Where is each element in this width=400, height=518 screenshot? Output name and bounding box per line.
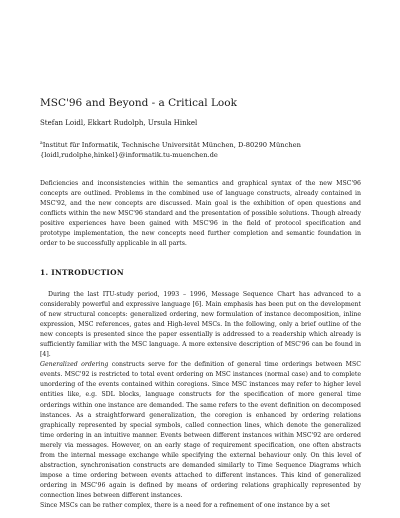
section-body [40,290,361,511]
paper-title: MSC'96 and Beyond - a Critical Look [40,97,237,109]
abstract: Deficiencies and inconsistencies within the semantics and graphical syntax of the new MSC'96 concepts are outlined. Problems in the combined use of language constructs, already contained in MSC'92, and the new concepts are discussed. Main goal is the exhibition of open questions and conflicts within the new MSC'96 standard and the presentation of possible solutions. Though already positive experiences have been gained with MSC'96 in the field of protocol specification and prototype implementation, the new concepts need further completion and semantic foundation in order to be successfully applicable in all parts. [40,180,361,247]
paragraph-lead: Generalized ordering [40,361,109,369]
affiliation [40,139,301,160]
affiliation-institute: $^a$Institut für Informatik, Technische Universität München, D-80290 München [40,141,301,150]
paragraph: During the last ITU-study period, 1993 – 1996, Message Sequence Chart has advanced to a considerably powerful and expressive language [6]. Main emphasis has been put on the development of new structural concepts: generalized ordering, new formulation of instance decomposition, inline expression, MSC references, gates and High-level MSCs. In the following, only a brief outline of the new concepts is presented since the paper essentially is addressed to a readership which already is sufficiently familiar with the MSC language. A more extensive description of MSC'96 can be found in [4]. [40,291,361,359]
author-list: Stefan Loidl, Ekkart Rudolph, Ursula Hinkel [40,119,198,127]
section-heading: 1. INTRODUCTION [40,268,124,277]
affiliation-marker: a [40,141,43,146]
paragraph: Generalized ordering constructs serve for the definition of general time orderings between MSC events. MSC'92 is restricted to total event ordering on MSC instances (normal case) and to complete unordering of the events contained within coregions. Since MSC instances may refer to higher level entities like, e.g. SDL blocks, language constructs for the specification of more general time orderings within one instance are demanded. The same refers to the event definition on decomposed instances. As a straightforward generalization, the coregion is enhanced by ordering relations graphically represented by special symbols, called connection lines, which denote the generalized time ordering in an intuitive manner. Events between different instances within MSC'92 are ordered merely via messages. However, on an early stage of requirement specification, one often abstracts from the internal message exchange while specifying the external behaviour only. On this level of abstraction, synchronisation constructs are demanded similarly to Time Sequence Diagrams which impose a time ordering between events attached to different instances. This kind of generalized ordering in MSC'96 again is defined by means of ordering relations graphically represented by connection lines between different instances. [40,361,361,499]
affiliation-emails: {loidl,rudolphe,hinkel}@informatik.tu-muenchen.de [40,151,218,160]
paragraph: Since MSCs can be rather complex, there is a need for a refinement of one instance by a set [40,501,331,509]
